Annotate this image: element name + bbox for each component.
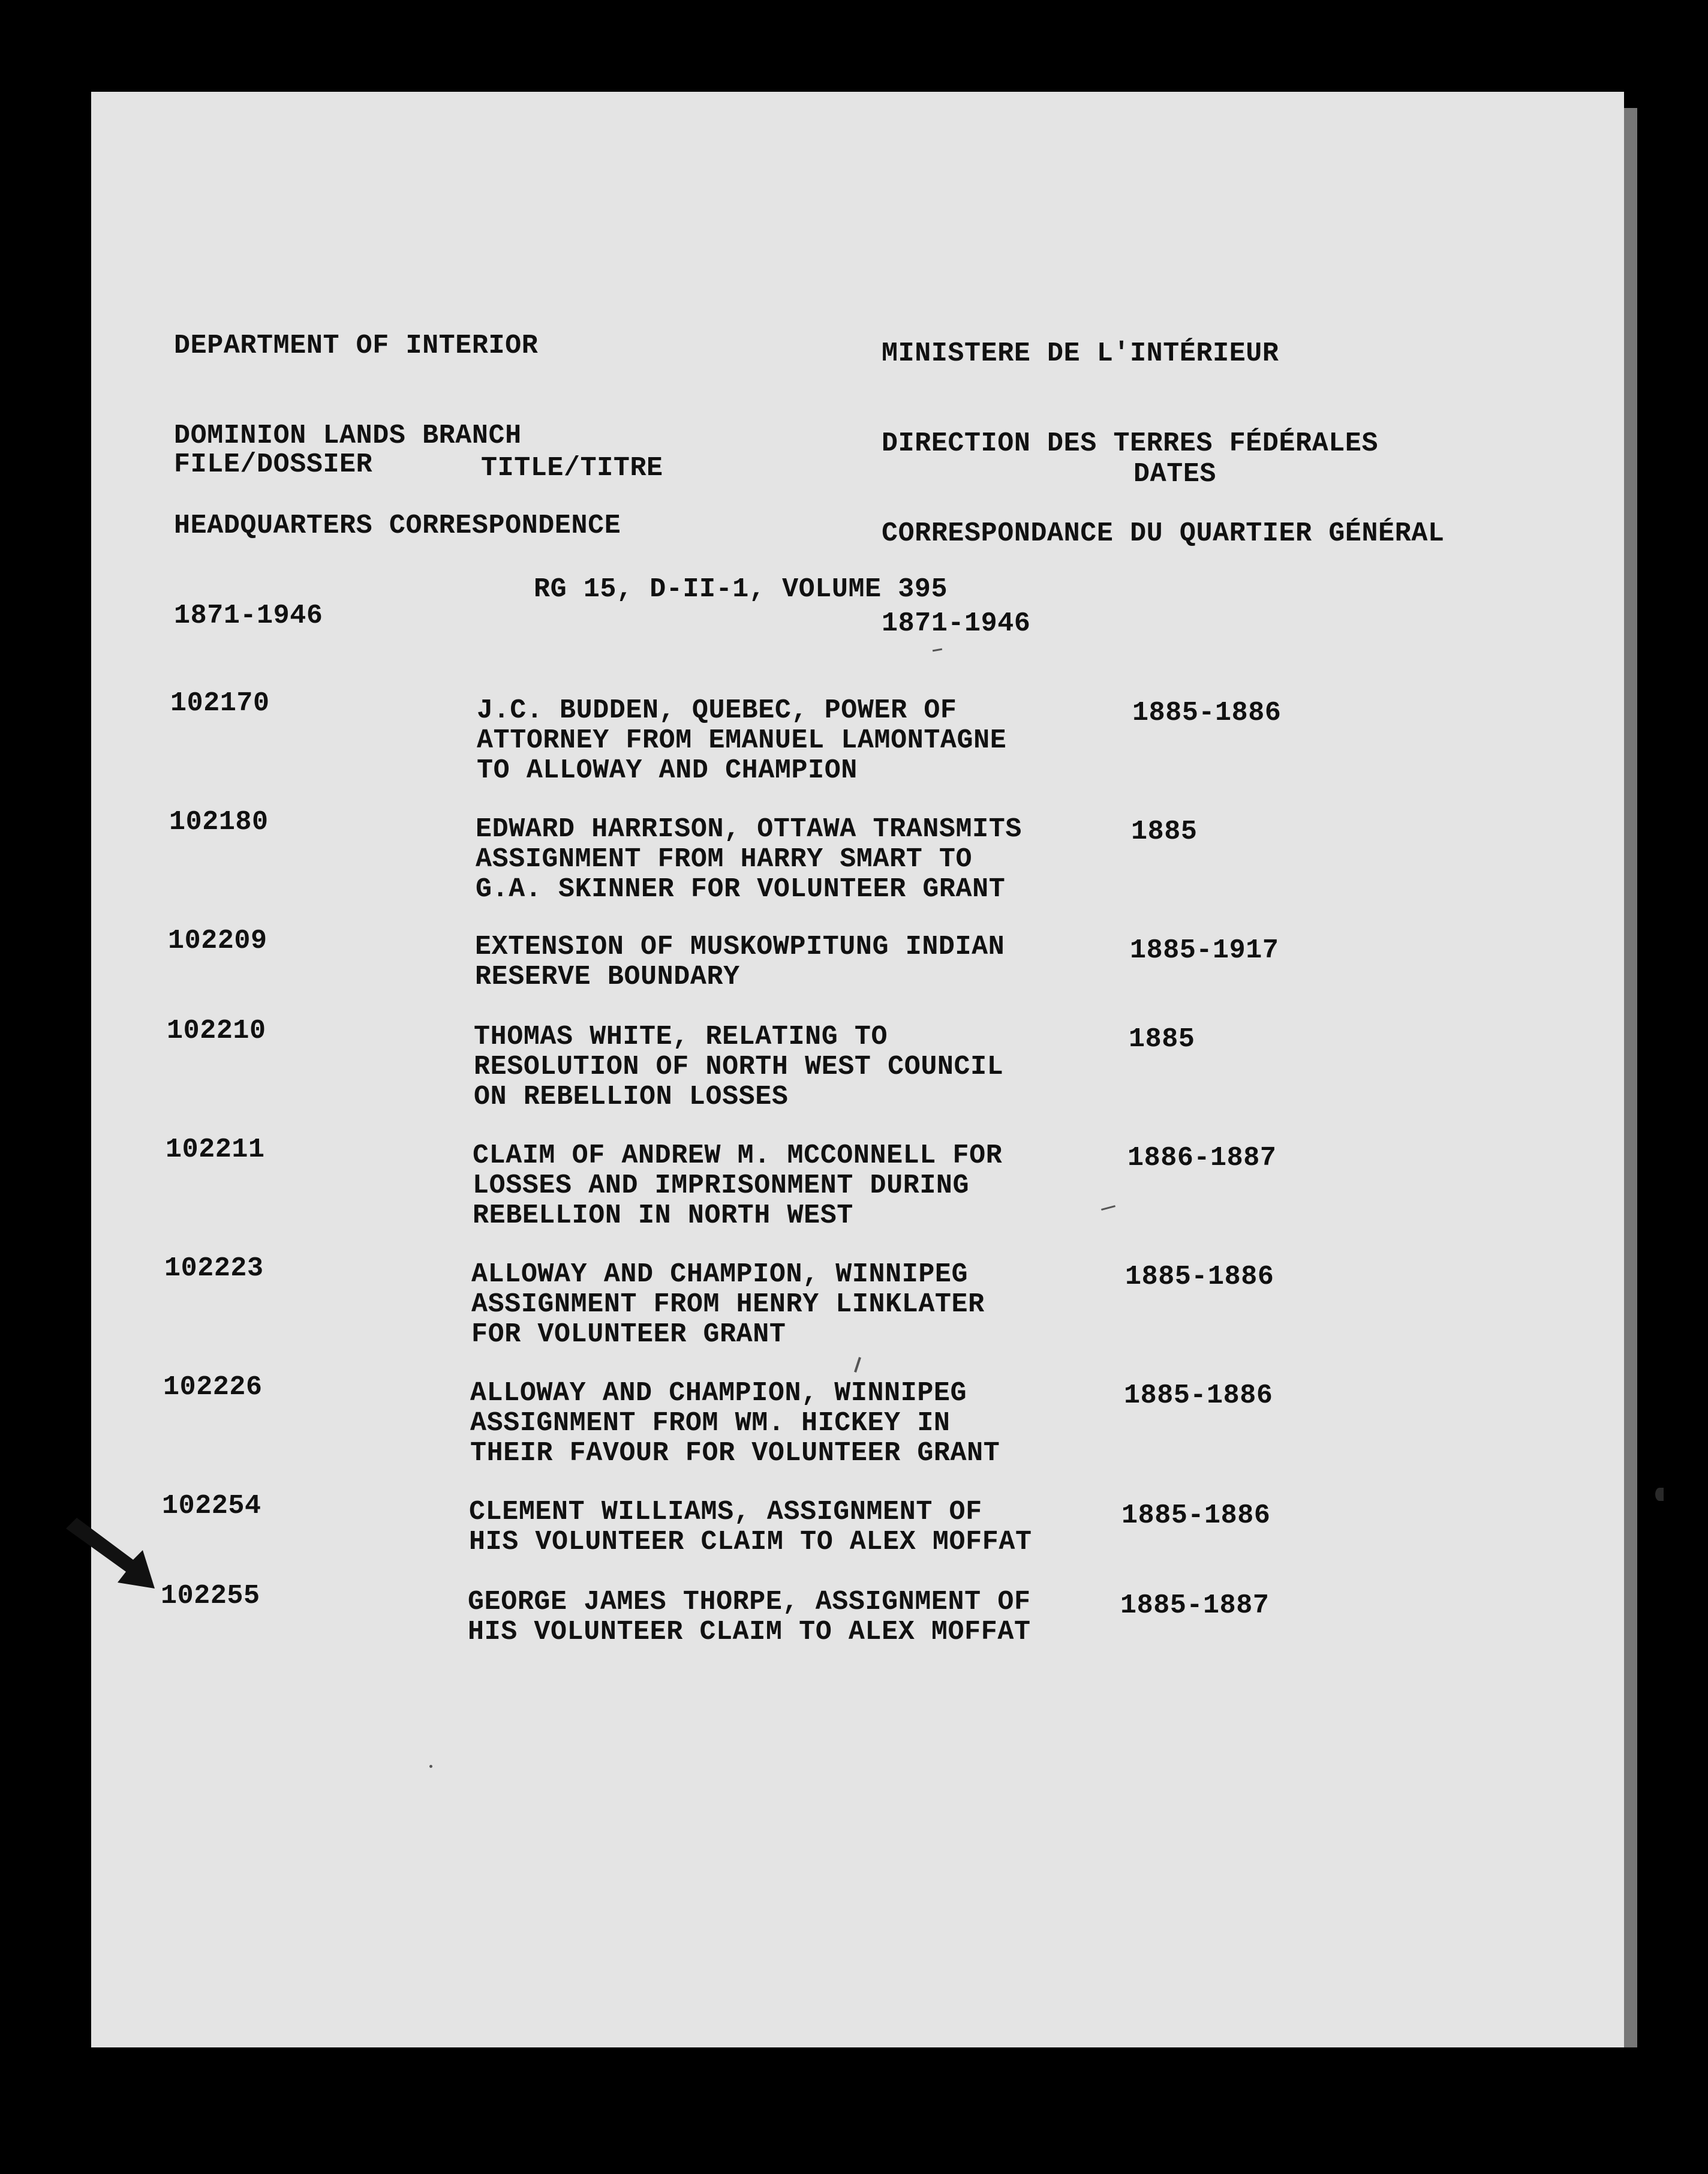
entry-title-line: ASSIGNMENT FROM HENRY LINKLATER: [471, 1289, 985, 1320]
entry-dates: 1885-1886: [1125, 1262, 1274, 1292]
entry-title-line: ASSIGNMENT FROM WM. HICKEY IN: [470, 1408, 951, 1439]
entry-title-line: J.C. BUDDEN, QUEBEC, POWER OF: [477, 695, 957, 726]
column-header-title: TITLE/TITRE: [481, 453, 663, 484]
entry-title: [471, 1260, 985, 1350]
entry-title-line: REBELLION IN NORTH WEST: [473, 1200, 853, 1231]
entry-file-number: 102211: [166, 1134, 265, 1165]
column-header-dates: DATES: [1133, 459, 1217, 490]
entry-title: [468, 1587, 1031, 1647]
entry-title-line: CLAIM OF ANDREW M. MCCONNELL FOR: [473, 1140, 1003, 1171]
entry-title-line: ASSIGNMENT FROM HARRY SMART TO: [476, 844, 973, 875]
pointer-arrow-icon: [66, 1518, 162, 1596]
entry-title-line: FOR VOLUNTEER GRANT: [471, 1319, 786, 1350]
entry-title-line: RESOLUTION OF NORTH WEST COUNCIL: [474, 1052, 1004, 1082]
entry-file-number: 102170: [170, 688, 270, 719]
entry-title: [474, 1022, 1003, 1112]
entry-dates: 1885-1886: [1121, 1500, 1271, 1531]
header-french-line: 1871-1946: [882, 608, 1031, 639]
entry-title-line: THEIR FAVOUR FOR VOLUNTEER GRANT: [470, 1438, 1000, 1469]
volume-reference: RG 15, D-II-1, VOLUME 395: [534, 574, 948, 605]
entry-title-line: ALLOWAY AND CHAMPION, WINNIPEG: [470, 1378, 967, 1409]
entry-file-number: 102209: [168, 926, 267, 956]
header-french-line: MINISTERE DE L'INTÉRIEUR: [882, 338, 1279, 369]
entry-file-number: 102223: [164, 1253, 264, 1284]
entry-dates: 1885-1886: [1124, 1380, 1273, 1411]
entry-title: [470, 1379, 1000, 1469]
entry-title: [473, 1141, 1002, 1231]
entry-title: [469, 1497, 1032, 1557]
entry-title-line: HIS VOLUNTEER CLAIM TO ALEX MOFFAT: [469, 1527, 1032, 1557]
scan-speck: [429, 1765, 432, 1768]
entry-file-number: 102254: [162, 1491, 261, 1521]
entry-dates: 1885-1886: [1132, 698, 1282, 728]
entry-title-line: HIS VOLUNTEER CLAIM TO ALEX MOFFAT: [468, 1617, 1031, 1647]
header-french-line: CORRESPONDANCE DU QUARTIER GÉNÉRAL: [882, 518, 1445, 549]
entry-dates: 1885-1917: [1130, 935, 1279, 966]
entry-title-line: CLEMENT WILLIAMS, ASSIGNMENT OF: [469, 1497, 982, 1527]
header-french-line: DIRECTION DES TERRES FÉDÉRALES: [882, 428, 1379, 459]
entry-file-number: 102210: [167, 1016, 266, 1046]
entry-dates: 1885: [1131, 816, 1198, 847]
header-english-line: DOMINION LANDS BRANCH: [174, 421, 522, 451]
entry-title-line: G.A. SKINNER FOR VOLUNTEER GRANT: [476, 874, 1006, 905]
entry-dates: 1886-1887: [1127, 1143, 1277, 1173]
page-shadow-edge: [1624, 108, 1637, 2047]
entry-title-line: EDWARD HARRISON, OTTAWA TRANSMITS: [476, 814, 1022, 845]
entry-file-number: 102180: [169, 807, 269, 837]
entry-title-line: ON REBELLION LOSSES: [474, 1082, 789, 1112]
entry-dates: 1885-1887: [1120, 1590, 1270, 1621]
entry-title-line: TO ALLOWAY AND CHAMPION: [477, 755, 858, 786]
entry-title-line: LOSSES AND IMPRISONMENT DURING: [473, 1170, 970, 1201]
entry-title: [476, 815, 1022, 905]
entry-title-line: RESERVE BOUNDARY: [475, 962, 740, 992]
entry-dates: 1885: [1129, 1024, 1195, 1055]
entry-file-number: 102255: [161, 1581, 260, 1611]
header-english-line: HEADQUARTERS CORRESPONDENCE: [174, 511, 621, 541]
header-english-line: 1871-1946: [174, 600, 323, 631]
entry-title: [477, 696, 1006, 786]
entry-title: [475, 932, 1005, 992]
entry-title-line: GEORGE JAMES THORPE, ASSIGNMENT OF: [468, 1587, 1031, 1617]
entry-title-line: THOMAS WHITE, RELATING TO: [474, 1022, 888, 1052]
entry-title-line: ATTORNEY FROM EMANUEL LAMONTAGNE: [477, 725, 1007, 756]
entry-file-number: 102226: [163, 1372, 263, 1403]
entry-title-line: EXTENSION OF MUSKOWPITUNG INDIAN: [475, 932, 1005, 962]
column-header-file: FILE/DOSSIER: [174, 449, 373, 480]
header-english-line: DEPARTMENT OF INTERIOR: [174, 331, 539, 361]
entry-title-line: ALLOWAY AND CHAMPION, WINNIPEG: [471, 1259, 969, 1290]
scan-speck: [1655, 1488, 1664, 1501]
